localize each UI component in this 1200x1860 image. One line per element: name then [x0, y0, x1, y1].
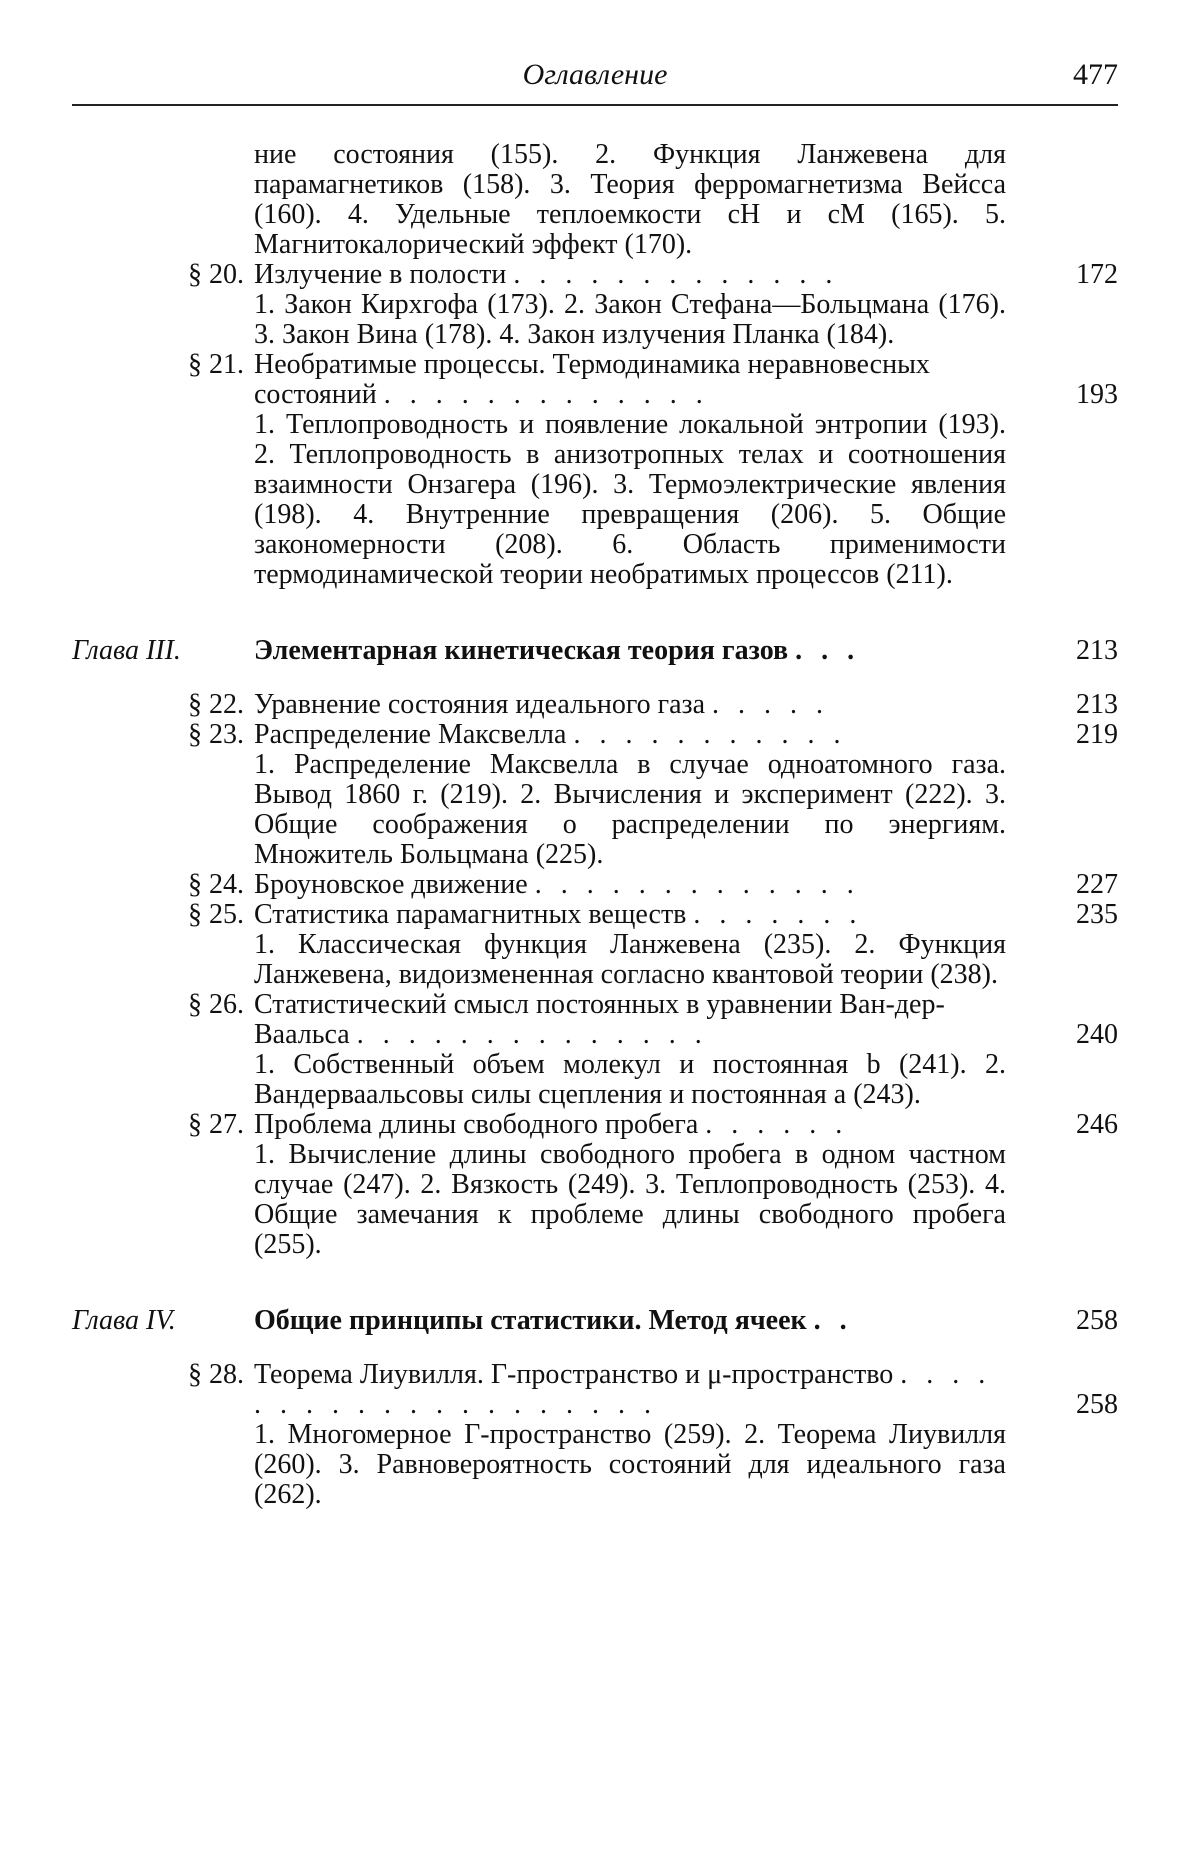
section-page: 258 [1076, 1389, 1118, 1420]
section-subentries: 1. Собственный объем молекул и постоянная b (241). 2. Вандерваальсовы силы сцепления и постоянная a (243). [254, 1049, 1006, 1110]
section-title: Теорема Лиувилля. Г-пространство и μ-пространство . . . . . . . . . . . . . . . . . . . . [254, 1359, 992, 1420]
section-title: Статистический смысл постоянных в уравнении Ван-дер-Ваальса . . . . . . . . . . . . . . [254, 989, 945, 1050]
section-title: Излучение в полости . . . . . . . . . . . . . [254, 259, 839, 290]
toc-chapter-4 [72, 1306, 1118, 1336]
toc-section-23 [72, 720, 1118, 870]
section-subentries: 1. Закон Кирхгофа (173). 2. Закон Стефана—Больцмана (176). 3. Закон Вина (178). 4. Закон излучения Планка (184). [254, 289, 1006, 350]
section-page: 240 [1076, 1019, 1118, 1050]
section-subentries: 1. Многомерное Г-пространство (259). 2. Теорема Лиувилля (260). 3. Равновероятность состояний для идеального газа (262). [254, 1419, 1006, 1510]
section-subentries: 1. Вычисление длины свободного пробега в одном частном случае (247). 2. Вязкость (249). 3. Теплопроводность (253). 4. Общие замечания к проблеме длины свободного пробега (255). [254, 1139, 1006, 1260]
toc-section-27 [72, 1110, 1118, 1260]
page-header [72, 58, 1118, 98]
section-page: 213 [1076, 689, 1118, 720]
section-number: § 27. [188, 1109, 244, 1140]
toc-section-21 [72, 350, 1118, 590]
page-number: 477 [1073, 58, 1118, 91]
chapter-label: Глава IV. [72, 1305, 176, 1336]
section-page: 235 [1076, 899, 1118, 930]
section-number: § 22. [188, 689, 244, 720]
section-title: Распределение Максвелла . . . . . . . . . . . [254, 719, 847, 750]
section-number: § 28. [188, 1359, 244, 1390]
section-number: § 23. [188, 719, 244, 750]
toc-section-26 [72, 990, 1118, 1110]
section-page: 172 [1076, 259, 1118, 290]
section-number: § 20. [188, 259, 244, 290]
toc-section-25 [72, 900, 1118, 990]
section-title: Необратимые процессы. Термодинамика неравновесных состояний . . . . . . . . . . . . . [254, 349, 930, 410]
section-page: 227 [1076, 869, 1118, 900]
chapter-page: 258 [1076, 1305, 1118, 1336]
chapter-title: Общие принципы статистики. Метод ячеек . . [254, 1305, 853, 1336]
running-title: Оглавление [522, 58, 668, 91]
chapter-title: Элементарная кинетическая теория газов . . . [254, 635, 861, 666]
continued-entry: ние состояния (155). 2. Функция Ланжевена для парамагнетиков (158). 3. Теория ферромагнетизма Вейсса (160). 4. Удельные теплоемкости cH и cM (165). 5. Магнитокалорический эффект (170). [254, 139, 1006, 260]
section-title: Броуновское движение . . . . . . . . . . . . . [254, 869, 860, 900]
section-number: § 21. [188, 349, 244, 380]
section-subentries: 1. Распределение Максвелла в случае одноатомного газа. Вывод 1860 г. (219). 2. Вычисления и эксперимент (222). 3. Общие соображения о распределении по энергиям. Множитель Больцмана (225). [254, 749, 1006, 870]
section-page: 219 [1076, 719, 1118, 750]
chapter-page: 213 [1076, 635, 1118, 666]
toc-section-24 [72, 870, 1118, 900]
section-title: Проблема длины свободного пробега . . . . . . [254, 1109, 849, 1140]
toc-section-28 [72, 1360, 1118, 1510]
section-page: 193 [1076, 379, 1118, 410]
toc-section-22 [72, 690, 1118, 720]
section-subentries: 1. Классическая функция Ланжевена (235). 2. Функция Ланжевена, видоизмененная согласно квантовой теории (238). [254, 929, 1006, 990]
toc-content [72, 140, 1118, 1510]
section-number: § 24. [188, 869, 244, 900]
section-subentries: 1. Теплопроводность и появление локальной энтропии (193). 2. Теплопроводность в анизотропных телах и соотношения взаимности Онзагера (196). 3. Термоэлектрические явления (198). 4. Внутренние превращения (206). 5. Общие закономерности (208). 6. Область применимости термодинамической теории необратимых процессов (211). [254, 409, 1006, 590]
section-number: § 25. [188, 899, 244, 930]
section-title: Уравнение состояния идеального газа . . . . . [254, 689, 830, 720]
section-number: § 26. [188, 989, 244, 1020]
chapter-label: Глава III. [72, 635, 181, 666]
section-title: Статистика парамагнитных веществ . . . . . . . [254, 899, 863, 930]
toc-section-20 [72, 260, 1118, 350]
toc-chapter-3 [72, 636, 1118, 666]
header-rule [72, 104, 1118, 106]
section-page: 246 [1076, 1109, 1118, 1140]
